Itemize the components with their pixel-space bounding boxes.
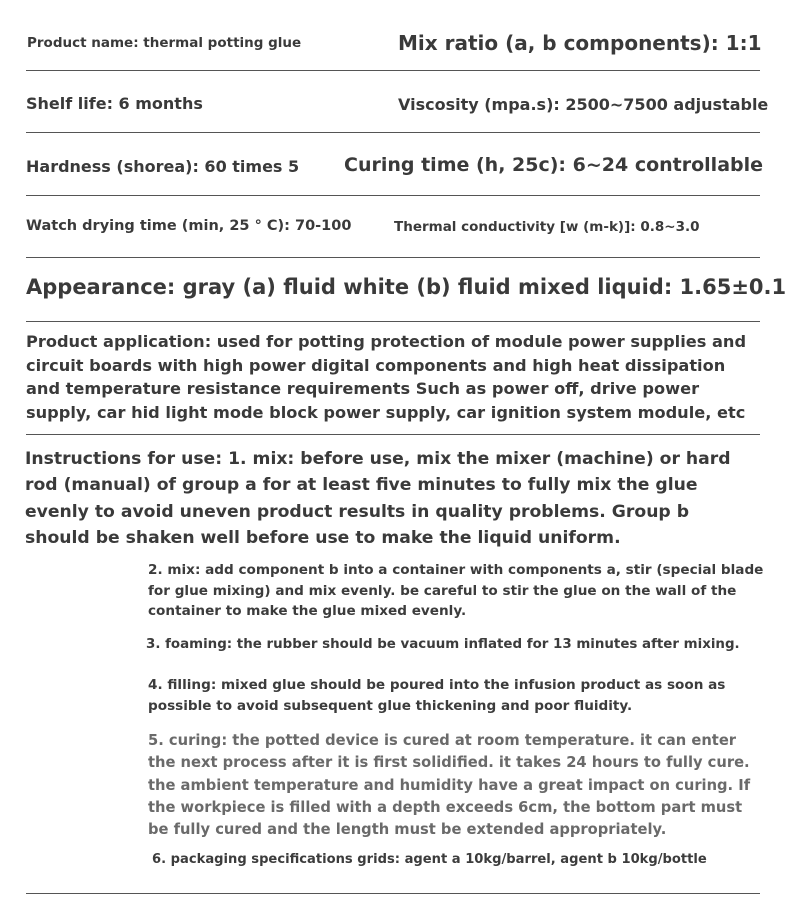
thermal-conductivity: Thermal conductivity [w (m-k)]: 0.8~3.0: [394, 219, 700, 235]
step-2-line: 2. mix: add component b into a container with components a, stir (special blade: [148, 562, 764, 578]
mix-ratio: Mix ratio (a, b components): 1:1: [398, 31, 762, 55]
instructions-line: evenly to avoid uneven product results in quality problems. Group b: [25, 501, 690, 522]
divider: [26, 132, 760, 133]
product-name: Product name: thermal potting glue: [27, 35, 302, 51]
viscosity: Viscosity (mpa.s): 2500~7500 adjustable: [398, 95, 769, 114]
step-5-line: be fully cured and the length must be extended appropriately.: [148, 821, 667, 839]
step-4: [148, 675, 768, 717]
divider: [26, 70, 760, 71]
instructions-line: Instructions for use: 1. mix: before use, mix the mixer (machine) or hard: [25, 449, 731, 469]
divider: [26, 195, 760, 196]
step-2-line: for glue mixing) and mix evenly. be careful to stir the glue on the wall of the: [148, 582, 737, 599]
application-line: Product application: used for potting protection of module power supplies and: [26, 332, 747, 351]
instructions-line: should be shaken well before use to make the liquid uniform.: [25, 527, 621, 548]
divider: [26, 893, 760, 894]
step-3: 3. foaming: the rubber should be vacuum inflated for 13 minutes after mixing.: [146, 637, 740, 652]
shelf-life: Shelf life: 6 months: [26, 94, 203, 113]
divider: [26, 321, 760, 322]
instructions-line: rod (manual) of group a for at least five minutes to fully mix the glue: [25, 475, 698, 496]
drying-time: Watch drying time (min, 25 ° C): 70-100: [26, 218, 352, 234]
step-5-line: the next process after it is first solidified. it takes 24 hours to fully cure.: [148, 754, 750, 772]
step-5-line: the workpiece is filled with a depth exceeds 6cm, the bottom part must: [148, 798, 743, 816]
step-2-line: container to make the glue mixed evenly.: [148, 603, 467, 619]
step-6: 6. packaging specifications grids: agent a 10kg/barrel, agent b 10kg/bottle: [152, 852, 707, 867]
step-4-line: 4. filling: mixed glue should be poured into the infusion product as soon as: [148, 677, 726, 693]
divider: [26, 257, 760, 258]
step-5-line: the ambient temperature and humidity have a great impact on curing. If: [148, 776, 751, 794]
step-5-line: 5. curing: the potted device is cured at room temperature. it can enter: [148, 732, 737, 749]
product-application: [26, 330, 766, 424]
curing-time: Curing time (h, 25c): 6~24 controllable: [344, 154, 764, 176]
application-line: circuit boards with high power digital components and high heat dissipation: [26, 355, 726, 375]
application-line: and temperature resistance requirements Such as power off, drive power: [26, 379, 700, 398]
divider: [26, 434, 760, 435]
instructions-intro: [25, 446, 765, 551]
application-line: supply, car hid light mode block power supply, car ignition system module, etc: [26, 402, 746, 422]
step-4-line: possible to avoid subsequent glue thickening and poor fluidity.: [148, 698, 633, 714]
step-2: [148, 560, 778, 622]
appearance: Appearance: gray (a) fluid white (b) fluid mixed liquid: 1.65±0.1: [26, 275, 787, 299]
step-5: [148, 730, 768, 841]
hardness: Hardness (shorea): 60 times 5: [26, 157, 300, 176]
